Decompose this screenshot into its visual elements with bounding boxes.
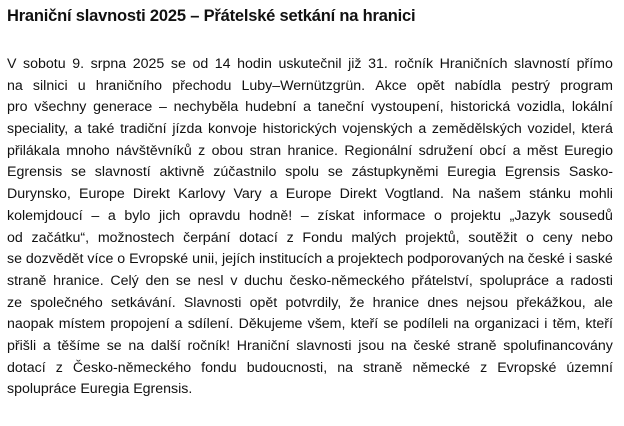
body-line: Egrensis se slavností aktivně zúčastnilo spolu se zástupkyněmi Euregia Egrensis Sasko- (7, 164, 613, 181)
body-line: naopak místem propojení a sdílení. Děkujeme všem, kteří se podíleli na organizaci i těm, kteří (7, 316, 613, 333)
body-line: Durynsko, Europe Direkt Karlovy Vary a Europe Direkt Vogtland. Na našem stánku mohli (7, 186, 613, 203)
body-line: spolupráce Euregia Egrensis. (7, 381, 193, 398)
document-body (7, 54, 613, 401)
body-line: na silnici u hraničního přechodu Luby–Wernützgrün. Akce opět nabídla pestrý program (7, 77, 613, 94)
body-line: kolemjdoucí – a bylo jich opravdu hodně! – získat informace o projektu „Jazyk sousedů (7, 207, 613, 224)
body-line: V sobotu 9. srpna 2025 se od 14 hodin uskutečnil již 31. ročník Hraničních slavností přímo (7, 56, 613, 72)
document-title: Hraniční slavnosti 2025 – Přátelské setkání na hranici (7, 7, 416, 25)
body-line: se dozvědět více o Evropské unii, jejích institucích a projektech podporovaných na české i saské (7, 251, 613, 268)
body-line: straně hranice. Celý den se nesl v duchu česko-německého přátelství, spolupráce a radosti (7, 272, 613, 289)
body-line: přilákala mnoho návštěvníků z obou stran hranice. Regionální sdružení obcí a měst Euregio (7, 142, 613, 159)
body-line: od začátku“, možnostech čerpání dotací z Fondu malých projektů, soutěžit o ceny nebo (7, 229, 613, 246)
body-line: přišli a těšíme se na další ročník! Hraniční slavnosti jsou na české straně spolufinancovány (7, 337, 613, 354)
body-line: dotací z Česko-německého fondu budoucnosti, na straně německé z Evropské územní (7, 359, 613, 376)
body-line: speciality, a také tradiční jízda konvoje historických vojenských a zemědělských vozidel, která (7, 121, 613, 138)
body-line: ze společného setkávání. Slavnosti opět potvrdily, že hranice dnes nejsou překážkou, ale (7, 294, 613, 311)
body-line: pro všechny generace – nechyběla hudební a taneční vystoupení, historická vozidla, lokální (7, 99, 613, 116)
